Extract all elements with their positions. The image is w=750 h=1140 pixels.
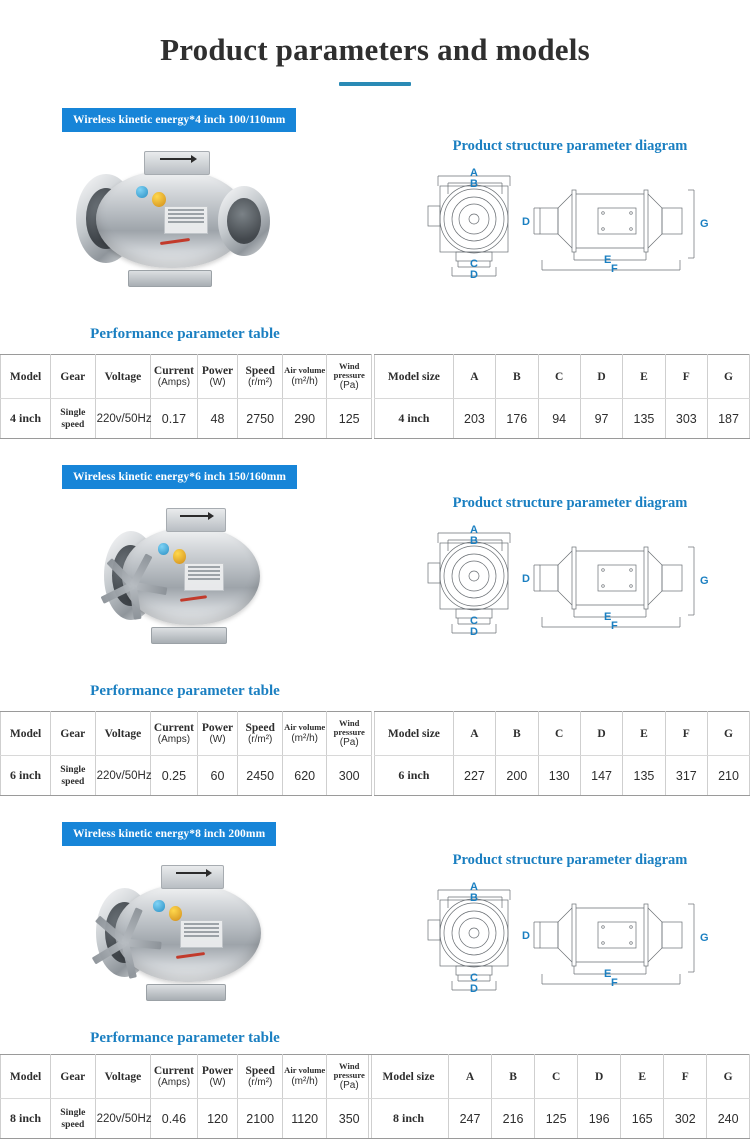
col-B: B <box>496 712 538 756</box>
cell-power: 60 <box>197 756 238 796</box>
structure-diagram-heading: Product structure parameter diagram <box>452 138 688 154</box>
cell-air-volume: 620 <box>282 756 327 796</box>
dim-label-B: B <box>470 892 478 904</box>
col-A: A <box>449 1055 492 1099</box>
cell-A: 247 <box>449 1099 492 1139</box>
col-power-unit: (W) <box>209 1077 226 1088</box>
col-power <box>197 355 238 399</box>
structure-diagram <box>412 164 742 284</box>
col-F: F <box>665 355 707 399</box>
structure-diagram <box>412 521 742 641</box>
col-speed <box>238 712 283 756</box>
fan-blue-sticker <box>136 186 148 197</box>
col-wind-pressure-unit: (Pa) <box>339 1080 359 1092</box>
col-current-title: Current <box>153 1065 194 1077</box>
col-power <box>197 1055 238 1099</box>
col-air-volume <box>282 712 327 756</box>
cell-speed: 2100 <box>238 1099 283 1139</box>
dim-label-C: C <box>470 972 478 984</box>
cell-air-volume: 290 <box>282 399 327 439</box>
table-row <box>369 1099 750 1139</box>
col-power-unit: (W) <box>209 377 226 388</box>
col-power-title: Power <box>201 1065 234 1077</box>
col-gear: Gear <box>51 1055 96 1099</box>
cell-F: 317 <box>665 756 707 796</box>
cell-wind-pressure: 350 <box>327 1099 372 1139</box>
cell-wind-pressure: 300 <box>327 756 372 796</box>
cell-wind-pressure: 125 <box>327 399 372 439</box>
airflow-arrow-icon <box>180 515 209 517</box>
col-power-title: Power <box>201 365 234 377</box>
col-wind-pressure <box>327 355 372 399</box>
cell-G: 240 <box>707 1099 750 1139</box>
cell-speed: 2450 <box>238 756 283 796</box>
dim-label-B: B <box>470 178 478 190</box>
col-air-volume <box>282 355 327 399</box>
fan-mounting-bracket <box>128 270 212 287</box>
cell-power: 48 <box>197 399 238 439</box>
section-6-inch <box>0 465 750 799</box>
col-air-volume-title: Air volume <box>284 1065 326 1076</box>
model-size-table <box>374 711 750 796</box>
cell-gear-line1: Single <box>60 1106 86 1118</box>
cell-D: 97 <box>580 399 622 439</box>
col-model: Model <box>1 712 51 756</box>
col-speed <box>238 355 283 399</box>
col-speed-unit: (r/m²) <box>247 1077 273 1088</box>
table-header-row <box>1 1055 372 1099</box>
col-B: B <box>496 355 538 399</box>
cell-gear <box>51 399 96 439</box>
fan-mounting-bracket <box>146 984 227 1001</box>
airflow-arrow-icon <box>176 872 207 874</box>
col-C: C <box>538 712 580 756</box>
cell-gear <box>51 1099 96 1139</box>
performance-table <box>0 354 372 439</box>
col-model: Model <box>1 1055 51 1099</box>
cell-gear-line2: speed <box>61 1118 85 1130</box>
table-row <box>1 1099 372 1139</box>
page-title: Product parameters and models <box>160 32 590 67</box>
col-G: G <box>707 1055 750 1099</box>
col-voltage: Voltage <box>95 1055 151 1099</box>
col-B: B <box>492 1055 535 1099</box>
section-8-inch <box>0 822 750 1140</box>
col-model-size: Model size <box>369 1055 449 1099</box>
col-A: A <box>453 712 495 756</box>
section-banner: Wireless kinetic energy*6 inch 150/160mm <box>62 465 297 489</box>
table-header-row <box>375 712 750 756</box>
cell-E: 135 <box>623 399 665 439</box>
performance-table-heading: Performance parameter table <box>90 326 280 342</box>
table-row <box>1 399 372 439</box>
dim-label-F: F <box>611 620 618 632</box>
section-4-inch <box>0 108 750 442</box>
structure-diagram <box>412 878 742 998</box>
cell-F: 303 <box>665 399 707 439</box>
dim-label-A: A <box>470 881 478 893</box>
col-air-volume-unit: (m²/h) <box>291 375 319 387</box>
structure-diagram-heading: Product structure parameter diagram <box>452 852 688 868</box>
dim-label-G: G <box>700 218 709 230</box>
col-gear: Gear <box>51 712 96 756</box>
product-photo <box>72 150 272 290</box>
col-current <box>151 355 197 399</box>
col-gear: Gear <box>51 355 96 399</box>
col-air-volume-unit: (m²/h) <box>291 1075 319 1087</box>
cell-voltage: 220v/50Hz <box>95 756 151 796</box>
cell-C: 94 <box>538 399 580 439</box>
table-header-row <box>369 1055 750 1099</box>
cell-D: 147 <box>580 756 622 796</box>
dim-label-C: C <box>470 258 478 270</box>
fan-blue-sticker <box>158 543 169 554</box>
cell-model: 6 inch <box>1 756 51 796</box>
col-F: F <box>665 712 707 756</box>
col-speed-title: Speed <box>245 365 275 377</box>
cell-speed: 2750 <box>238 399 283 439</box>
col-current-unit: (Amps) <box>157 377 191 388</box>
cell-G: 210 <box>708 756 750 796</box>
cell-D: 196 <box>578 1099 621 1139</box>
col-E: E <box>623 712 665 756</box>
col-G: G <box>708 712 750 756</box>
cell-gear-line2: speed <box>61 418 85 430</box>
fan-terminal-box <box>161 865 224 889</box>
dim-label-B: B <box>470 535 478 547</box>
col-wind-pressure-title: Wind pressure <box>333 360 365 380</box>
cell-model: 8 inch <box>369 1099 449 1139</box>
col-current <box>151 712 197 756</box>
airflow-arrow-icon <box>160 158 192 160</box>
performance-table-heading: Performance parameter table <box>90 1030 280 1046</box>
performance-table <box>0 711 372 796</box>
cell-gear <box>51 756 96 796</box>
fan-mounting-bracket <box>151 627 227 644</box>
col-model: Model <box>1 355 51 399</box>
performance-table-heading: Performance parameter table <box>90 683 280 699</box>
cell-current: 0.46 <box>151 1099 197 1139</box>
dim-label-F: F <box>611 977 618 989</box>
col-E: E <box>621 1055 664 1099</box>
cell-F: 302 <box>664 1099 707 1139</box>
col-speed <box>238 1055 283 1099</box>
table-row <box>375 756 750 796</box>
cell-model: 4 inch <box>375 399 454 439</box>
col-speed-title: Speed <box>245 722 275 734</box>
col-power-title: Power <box>201 722 234 734</box>
dim-label-D-side: D <box>522 573 530 585</box>
section-banner: Wireless kinetic energy*8 inch 200mm <box>62 822 276 846</box>
cell-model: 4 inch <box>1 399 51 439</box>
dim-label-C: C <box>470 615 478 627</box>
fan-spec-label <box>184 563 224 591</box>
col-current <box>151 1055 197 1099</box>
col-power-unit: (W) <box>209 734 226 745</box>
structure-diagram-heading: Product structure parameter diagram <box>452 495 688 511</box>
fan-terminal-box <box>144 151 210 175</box>
structure-diagram-svg <box>412 164 742 284</box>
col-D: D <box>580 712 622 756</box>
table-row <box>375 399 750 439</box>
col-D: D <box>580 355 622 399</box>
dim-label-D-side: D <box>522 216 530 228</box>
col-speed-unit: (r/m²) <box>247 377 273 388</box>
model-size-table <box>374 354 750 439</box>
performance-table <box>0 1054 372 1139</box>
dim-label-E: E <box>604 611 612 623</box>
title-underline <box>339 82 411 86</box>
col-wind-pressure-unit: (Pa) <box>339 737 359 749</box>
cell-B: 200 <box>496 756 538 796</box>
col-E: E <box>623 355 665 399</box>
structure-diagram-svg <box>412 878 742 998</box>
table-header-row <box>375 355 750 399</box>
cell-C: 125 <box>535 1099 578 1139</box>
col-voltage: Voltage <box>95 712 151 756</box>
col-F: F <box>664 1055 707 1099</box>
col-wind-pressure-title: Wind pressure <box>333 1060 365 1080</box>
col-C: C <box>535 1055 578 1099</box>
cell-G: 187 <box>708 399 750 439</box>
col-wind-pressure <box>327 1055 372 1099</box>
model-size-table <box>368 1054 750 1139</box>
dim-label-A: A <box>470 524 478 536</box>
col-G: G <box>708 355 750 399</box>
col-speed-title: Speed <box>245 1065 275 1077</box>
col-voltage: Voltage <box>95 355 151 399</box>
col-wind-pressure <box>327 712 372 756</box>
dim-label-F: F <box>611 263 618 275</box>
cell-B: 216 <box>492 1099 535 1139</box>
col-wind-pressure-unit: (Pa) <box>339 380 359 392</box>
table-header-row <box>1 712 372 756</box>
dim-label-E: E <box>604 968 612 980</box>
fan-blue-sticker <box>153 900 165 911</box>
cell-C: 130 <box>538 756 580 796</box>
col-wind-pressure-title: Wind pressure <box>333 717 365 737</box>
col-air-volume-title: Air volume <box>284 722 326 733</box>
cell-voltage: 220v/50Hz <box>95 1099 151 1139</box>
fan-spec-label <box>180 920 222 948</box>
table-header-row <box>1 355 372 399</box>
col-current-title: Current <box>153 722 194 734</box>
cell-B: 176 <box>496 399 538 439</box>
cell-A: 227 <box>453 756 495 796</box>
col-current-unit: (Amps) <box>157 1077 191 1088</box>
dim-label-D-side: D <box>522 930 530 942</box>
fan-outlet-ring <box>218 186 270 256</box>
table-row <box>1 756 372 796</box>
fan-terminal-box <box>166 508 226 532</box>
cell-E: 135 <box>623 756 665 796</box>
dim-label-G: G <box>700 575 709 587</box>
col-C: C <box>538 355 580 399</box>
cell-air-volume: 1120 <box>282 1099 327 1139</box>
dim-label-A: A <box>470 167 478 179</box>
col-air-volume-title: Air volume <box>284 365 326 376</box>
fan-spec-label <box>164 206 208 234</box>
col-current-title: Current <box>153 365 194 377</box>
product-photo <box>92 864 284 1004</box>
col-model-size: Model size <box>375 712 454 756</box>
dim-label-D-front: D <box>470 983 478 995</box>
structure-diagram-svg <box>412 521 742 641</box>
col-A: A <box>453 355 495 399</box>
cell-power: 120 <box>197 1099 238 1139</box>
col-power <box>197 712 238 756</box>
cell-gear-line1: Single <box>60 763 86 775</box>
col-air-volume-unit: (m²/h) <box>291 732 319 744</box>
col-air-volume <box>282 1055 327 1099</box>
dim-label-G: G <box>700 932 709 944</box>
cell-A: 203 <box>453 399 495 439</box>
col-D: D <box>578 1055 621 1099</box>
cell-model: 6 inch <box>375 756 454 796</box>
dim-label-E: E <box>604 254 612 266</box>
col-current-unit: (Amps) <box>157 734 191 745</box>
dim-label-D-front: D <box>470 269 478 281</box>
cell-gear-line1: Single <box>60 406 86 418</box>
cell-current: 0.25 <box>151 756 197 796</box>
cell-E: 165 <box>621 1099 664 1139</box>
dim-label-D-front: D <box>470 626 478 638</box>
cell-model: 8 inch <box>1 1099 51 1139</box>
cell-voltage: 220v/50Hz <box>95 399 151 439</box>
col-model-size: Model size <box>375 355 454 399</box>
product-photo <box>100 507 282 647</box>
cell-gear-line2: speed <box>61 775 85 787</box>
cell-current: 0.17 <box>151 399 197 439</box>
col-speed-unit: (r/m²) <box>247 734 273 745</box>
section-banner: Wireless kinetic energy*4 inch 100/110mm <box>62 108 296 132</box>
